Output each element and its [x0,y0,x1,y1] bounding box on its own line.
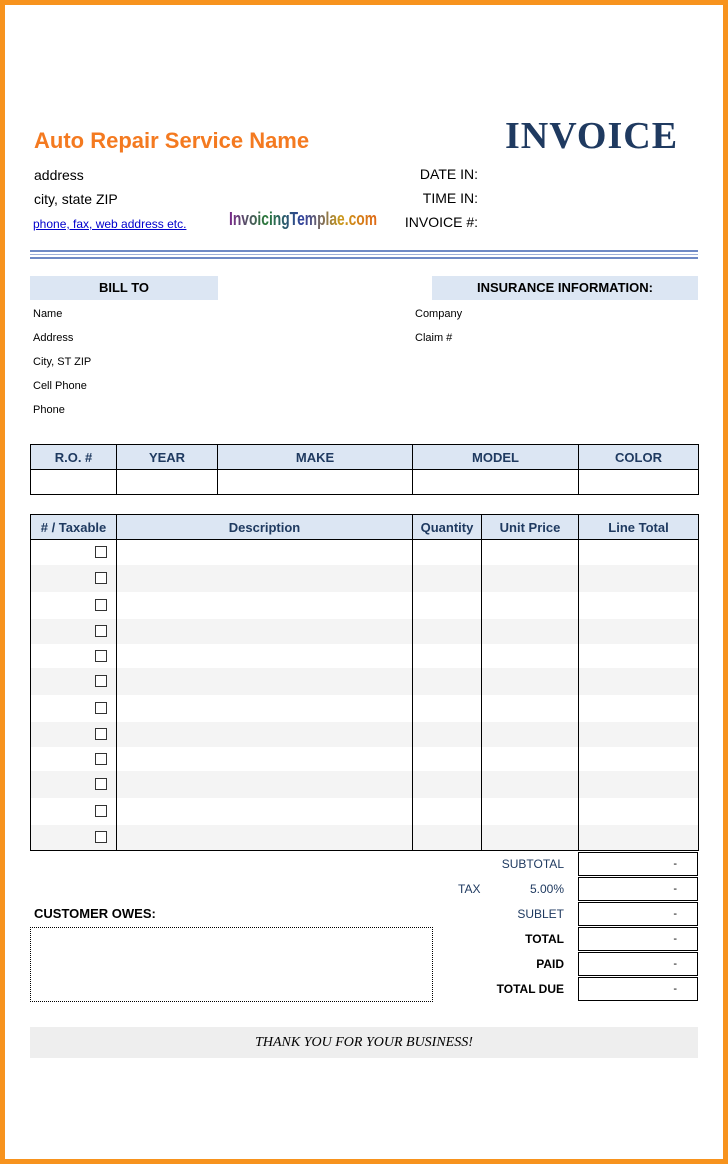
row-taxable-cell[interactable] [31,644,117,668]
insurance-claim-label: Claim # [415,332,453,344]
paid-label: PAID [536,957,564,971]
table-row [31,644,699,668]
vehicle-make-cell[interactable] [218,470,413,495]
date-in-label: DATE IN: [419,166,478,182]
line-items-body [31,540,699,851]
time-in-label: TIME IN: [422,190,478,206]
row-taxable-cell[interactable] [31,825,117,851]
row-description-cell[interactable] [117,722,413,747]
vehicle-year-cell[interactable] [117,470,218,495]
sublet-value: - [578,902,698,926]
items-header-taxable: # / Taxable [31,515,117,540]
bill-to-phone-label: Phone [33,404,65,416]
vehicle-model-cell[interactable] [413,470,579,495]
row-line-total-cell[interactable] [579,644,699,668]
row-description-cell[interactable] [117,825,413,851]
line-items-table [30,514,699,851]
row-quantity-cell[interactable] [413,798,482,825]
row-unit-price-cell[interactable] [482,668,579,695]
thank-you-banner: THANK YOU FOR YOUR BUSINESS! [30,1027,698,1058]
tax-label: TAX [458,882,481,896]
row-unit-price-cell[interactable] [482,592,579,619]
row-unit-price-cell[interactable] [482,722,579,747]
invoicingtemplae-logo [229,204,379,232]
row-line-total-cell[interactable] [579,540,699,566]
row-unit-price-cell[interactable] [482,619,579,644]
row-quantity-cell[interactable] [413,771,482,798]
row-description-cell[interactable] [117,771,413,798]
items-header-quantity: Quantity [413,515,482,540]
row-line-total-cell[interactable] [579,592,699,619]
taxable-checkbox[interactable] [95,753,107,765]
table-row [31,565,699,592]
sublet-label: SUBLET [517,907,564,921]
table-row [31,592,699,619]
row-description-cell[interactable] [117,644,413,668]
header-divider [30,250,698,252]
row-unit-price-cell[interactable] [482,565,579,592]
vehicle-ro-cell[interactable] [31,470,117,495]
table-row [31,695,699,722]
row-quantity-cell[interactable] [413,592,482,619]
row-line-total-cell[interactable] [579,619,699,644]
taxable-checkbox[interactable] [95,831,107,843]
items-header-line-total: Line Total [579,515,699,540]
taxable-checkbox[interactable] [95,805,107,817]
row-description-cell[interactable] [117,798,413,825]
row-quantity-cell[interactable] [413,695,482,722]
row-description-cell[interactable] [117,695,413,722]
row-quantity-cell[interactable] [413,668,482,695]
vehicle-header-year: YEAR [117,445,218,470]
taxable-checkbox[interactable] [95,546,107,558]
row-unit-price-cell[interactable] [482,771,579,798]
row-description-cell[interactable] [117,619,413,644]
row-taxable-cell[interactable] [31,722,117,747]
row-line-total-cell[interactable] [579,747,699,771]
invoice-title: INVOICE [505,115,679,157]
row-unit-price-cell[interactable] [482,644,579,668]
row-quantity-cell[interactable] [413,644,482,668]
row-taxable-cell[interactable] [31,592,117,619]
vehicle-header-ro: R.O. # [31,445,117,470]
tax-value: - [578,877,698,901]
table-row [31,798,699,825]
taxable-checkbox[interactable] [95,625,107,637]
customer-owes-box[interactable] [30,927,433,1002]
items-header-description: Description [117,515,413,540]
vehicle-table [30,444,699,495]
row-quantity-cell[interactable] [413,619,482,644]
row-line-total-cell[interactable] [579,798,699,825]
row-line-total-cell[interactable] [579,722,699,747]
table-row [31,825,699,851]
row-description-cell[interactable] [117,565,413,592]
row-unit-price-cell[interactable] [482,695,579,722]
company-contact-link[interactable]: phone, fax, web address etc. [33,217,187,231]
row-line-total-cell[interactable] [579,668,699,695]
taxable-checkbox[interactable] [95,650,107,662]
row-line-total-cell[interactable] [579,565,699,592]
taxable-checkbox[interactable] [95,599,107,611]
vehicle-header-model: MODEL [413,445,579,470]
row-taxable-cell[interactable] [31,798,117,825]
total-label: TOTAL [525,932,564,946]
bill-to-name-label: Name [33,308,63,320]
taxable-checkbox[interactable] [95,702,107,714]
table-row [31,722,699,747]
table-row [31,540,699,566]
taxable-checkbox[interactable] [95,675,107,687]
bill-to-address-label: Address [33,332,74,344]
bill-to-cell-phone-label: Cell Phone [33,380,87,392]
table-row [31,619,699,644]
header-divider-lower [30,257,698,259]
row-line-total-cell[interactable] [579,695,699,722]
taxable-checkbox[interactable] [95,572,107,584]
subtotal-label: SUBTOTAL [501,857,564,871]
company-city-state-zip: city, state ZIP [34,191,118,207]
company-address: address [34,167,84,183]
vehicle-header-make: MAKE [218,445,413,470]
table-row [31,668,699,695]
company-name: Auto Repair Service Name [34,128,310,153]
taxable-checkbox[interactable] [95,728,107,740]
row-taxable-cell[interactable] [31,747,117,771]
row-taxable-cell[interactable] [31,695,117,722]
row-description-cell[interactable] [117,747,413,771]
row-taxable-cell[interactable] [31,668,117,695]
row-quantity-cell[interactable] [413,565,482,592]
row-unit-price-cell[interactable] [482,540,579,566]
insurance-heading: INSURANCE INFORMATION: [432,276,698,300]
table-row [31,771,699,798]
row-quantity-cell[interactable] [413,747,482,771]
row-quantity-cell[interactable] [413,540,482,566]
row-line-total-cell[interactable] [579,771,699,798]
row-taxable-cell[interactable] [31,619,117,644]
table-row [31,747,699,771]
vehicle-color-cell[interactable] [579,470,699,495]
bill-to-city-label: City, ST ZIP [33,356,92,368]
total-due-value: - [578,977,698,1001]
row-taxable-cell[interactable] [31,771,117,798]
taxable-checkbox[interactable] [95,778,107,790]
items-header-unit-price: Unit Price [482,515,579,540]
invoice-number-label: INVOICE #: [404,214,478,230]
customer-owes-title: CUSTOMER OWES: [34,906,156,921]
row-unit-price-cell[interactable] [482,825,579,851]
tax-rate[interactable]: 5.00% [529,882,564,896]
row-line-total-cell[interactable] [579,825,699,851]
insurance-company-label: Company [415,308,463,320]
vehicle-header-color: COLOR [579,445,699,470]
logo-text: InvoicingTemplae.com [229,209,377,229]
total-due-label: TOTAL DUE [496,982,564,996]
row-description-cell[interactable] [117,668,413,695]
header-divider-thin [30,254,698,255]
row-taxable-cell[interactable] [31,540,117,566]
row-unit-price-cell[interactable] [482,798,579,825]
row-description-cell[interactable] [117,540,413,566]
row-unit-price-cell[interactable] [482,747,579,771]
bill-to-heading: BILL TO [30,276,218,300]
row-description-cell[interactable] [117,592,413,619]
row-quantity-cell[interactable] [413,825,482,851]
paid-value[interactable]: - [578,952,698,976]
row-quantity-cell[interactable] [413,722,482,747]
subtotal-value: - [578,852,698,876]
total-value: - [578,927,698,951]
row-taxable-cell[interactable] [31,565,117,592]
